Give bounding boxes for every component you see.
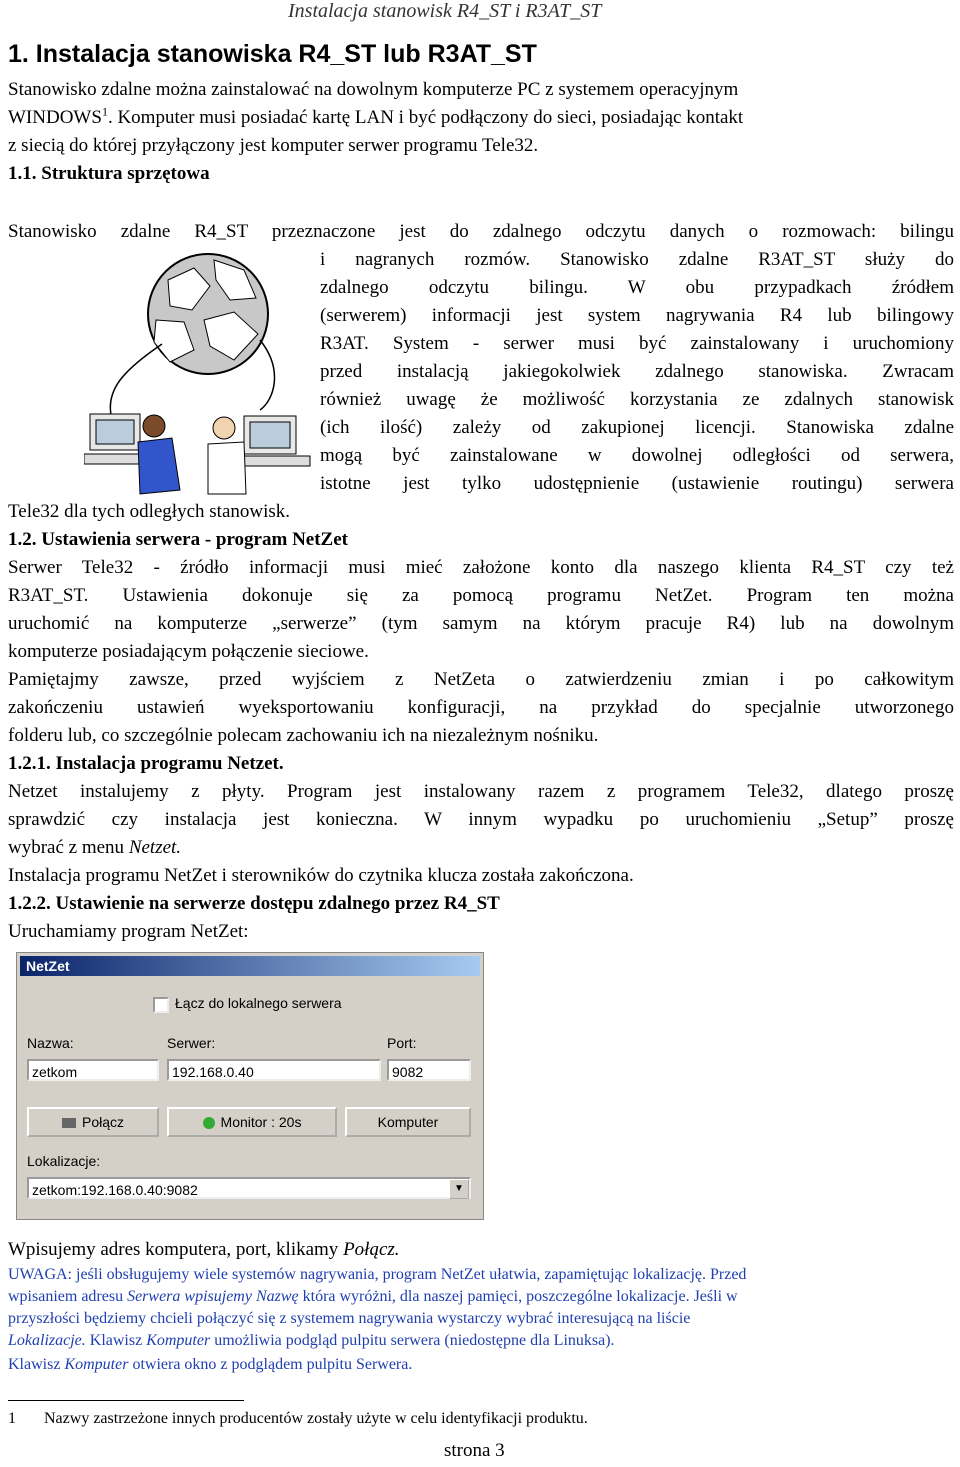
chevron-down-icon[interactable]: ▼ <box>449 1179 469 1199</box>
heading-1-2: 1.2. Ustawienia serwera - program NetZet <box>8 529 348 550</box>
uwaga-l4a: Lokalizacje. <box>8 1332 86 1349</box>
uwaga-l5a: Klawisz <box>8 1356 65 1373</box>
dialog-title: NetZet <box>26 958 70 974</box>
heading-1-1: 1.1. Struktura sprzętowa <box>8 163 210 184</box>
p11-line-7: (ich ilość) zależy od zakupionej licencji. Stanowiska zdalne <box>320 417 954 438</box>
page-number: strona 3 <box>444 1440 505 1461</box>
after-dialog-line <box>8 1236 400 1264</box>
netzet-menu-item: Netzet. <box>128 837 182 858</box>
uwaga-line-1: UWAGA: jeśli obsługujemy wiele systemów nagrywania, program NetZet ułatwia, zapamiętując lokalizację. Przed <box>8 1266 747 1283</box>
serwer-label: Serwer: <box>167 1035 216 1051</box>
lokalizacje-label: Lokalizacje: <box>27 1153 101 1169</box>
nazwa-label: Nazwa: <box>27 1035 74 1051</box>
monitor-label: Monitor : 20s <box>220 1114 302 1130</box>
p11-line-0: Stanowisko zdalne R4_ST przeznaczone jest do zdalnego odczytu danych o rozmowach: bilingu <box>8 221 954 242</box>
p121-line-3-text: wybrać z menu <box>8 837 129 858</box>
uwaga-l2c: która wyróżni, dla naszej pamięci, poszczególne lokalizacje. Jeśli w <box>298 1288 738 1305</box>
p11-line-4: R3AT. System - serwer musi być zainstalowany i uruchomiony <box>320 333 954 354</box>
serwer-input[interactable]: 192.168.0.40 <box>167 1059 381 1081</box>
netzet-dialog <box>16 952 484 1220</box>
uwaga-line-5 <box>8 1354 412 1376</box>
globe-icon <box>148 254 268 374</box>
heading-1-2-1: 1.2.1. Instalacja programu Netzet. <box>8 753 284 774</box>
p122-line: Uruchamiamy program NetZet: <box>8 921 249 942</box>
intro-line-1: Stanowisko zdalne można zainstalować na dowolnym komputerze PC z systemem operacyjnym <box>8 79 739 100</box>
uwaga-line-3: przyszłości będziemy chcieli połączyć się z systemem nagrywania wystarczy wybrać interesującą na liście <box>8 1310 691 1327</box>
uwaga-l4c: Komputer <box>146 1332 211 1349</box>
intro-windows: WINDOWS <box>8 107 102 128</box>
footnote-text: Nazwy zastrzeżone innych producentów zostały użyte w celu identyfikacji produktu. <box>44 1410 588 1427</box>
local-server-checkbox[interactable] <box>153 997 169 1013</box>
after-text: Wpisujemy adres komputera, port, klikamy <box>8 1239 344 1260</box>
port-label: Port: <box>387 1035 417 1051</box>
p12-line-1: R3AT_ST. Ustawienia dokonuje się za pomocą programu NetZet. Program ten można <box>8 585 954 606</box>
p121-line-2: sprawdzić czy instalacja jest konieczna. W innym wypadku po uruchomieniu „Setup” proszę <box>8 809 954 830</box>
heading-1-2-2: 1.2.2. Ustawienie na serwerze dostępu zdalnego przez R4_ST <box>8 893 500 914</box>
lokalizacje-value: zetkom:192.168.0.40:9082 <box>32 1182 198 1198</box>
p11-line-3: (serwerem) informacji jest system nagrywania R4 lub bilingowy <box>320 305 954 326</box>
workstation-right-icon <box>208 416 310 494</box>
intro-line-2 <box>8 104 743 132</box>
p11-line-2: zdalnego odczytu bilingu. W obu przypadkach źródłem <box>320 277 954 298</box>
lokalizacje-select[interactable] <box>27 1177 471 1199</box>
p12-line-6: folderu lub, co szczególnie polecam zachowaniu ich na niezależnym nośniku. <box>8 725 599 746</box>
monitor-button[interactable] <box>167 1107 337 1137</box>
p12-line-3: komputerze posiadającym połączenie sieciowe. <box>8 641 369 662</box>
after-polacz: Połącz. <box>343 1239 400 1260</box>
p11-line-6: również uwagę że możliwość korzystania ze zdalnych stanowisk <box>320 389 954 410</box>
local-server-label: Łącz do lokalnego serwera <box>175 995 342 1011</box>
p11-line-1: i nagranych rozmów. Stanowisko zdalne R3AT_ST służy do <box>320 249 954 270</box>
p12-line-5: zakończeniu ustawień wyeksportowaniu konfiguracji, na przykład do specjalnie utworzonego <box>8 697 954 718</box>
uwaga-l2a: wpisaniem adresu <box>8 1288 128 1305</box>
uwaga-l4b: Klawisz <box>85 1332 147 1349</box>
footnote-separator <box>8 1400 244 1401</box>
nazwa-input[interactable]: zetkom <box>27 1059 159 1081</box>
intro-line-2-rest: . Komputer musi posiadać kartę LAN i być podłączony do sieci, posiadając kontakt <box>107 107 744 128</box>
p11-line-9: istotne jest tylko udostępnienie (ustawienie routingu) serwera <box>320 473 954 494</box>
uwaga-l4d: umożliwia podgląd pulpitu serwera (niedostępne dla Linuksa). <box>210 1332 615 1349</box>
uwaga-l5c: otwiera okno z podglądem pulpitu Serwera. <box>128 1356 413 1373</box>
p121-line-4: Instalacja programu NetZet i sterowników do czytnika klucza została zakończona. <box>8 865 634 886</box>
p121-line-1: Netzet instalujemy z płyty. Program jest instalowany razem z programem Tele32, dlatego proszę <box>8 781 954 802</box>
uwaga-l2b: Serwera wpisujemy Nazwę <box>127 1288 299 1305</box>
monitor-icon <box>203 1117 215 1129</box>
p12-line-0: Serwer Tele32 - źródło informacji musi mieć założone konto dla naszego klienta R4_ST czy też <box>8 557 954 578</box>
uwaga-l5b: Komputer <box>64 1356 129 1373</box>
p11-line-8: mogą być zainstalowane w dowolnej odległości od serwera, <box>320 445 954 466</box>
polacz-button[interactable] <box>27 1107 159 1137</box>
p12-line-2: uruchomić na komputerze „serwerze” (tym samym na którym pracuje R4) lub na dowolnym <box>8 613 954 634</box>
polacz-label: Połącz <box>81 1114 125 1130</box>
komputer-button[interactable]: Komputer <box>345 1107 471 1137</box>
connect-icon <box>62 1118 76 1128</box>
footnote-number: 1 <box>8 1410 16 1427</box>
intro-line-3: z siecią do której przyłączony jest komputer serwer programu Tele32. <box>8 135 539 156</box>
p12-line-4: Pamiętajmy zawsze, przed wyjściem z NetZeta o zatwierdzeniu zmian i po całkowitym <box>8 669 954 690</box>
p121-line-3 <box>8 834 181 862</box>
dialog-titlebar <box>20 956 480 976</box>
workstation-left-icon <box>84 414 180 494</box>
uwaga-line-2 <box>8 1286 738 1308</box>
running-header: Instalacja stanowisk R4_ST i R3AT_ST <box>288 0 602 22</box>
footnote-ref: 1 <box>101 104 108 119</box>
network-illustration <box>84 250 316 508</box>
uwaga-line-4 <box>8 1330 615 1352</box>
heading-1: 1. Instalacja stanowiska R4_ST lub R3AT_ST <box>8 40 537 68</box>
p11-line-10: Tele32 dla tych odległych stanowisk. <box>8 501 291 522</box>
p11-line-5: przed instalacją jakiegokolwiek zdalnego stanowiska. Zwracam <box>320 361 954 382</box>
port-input[interactable]: 9082 <box>387 1059 471 1081</box>
